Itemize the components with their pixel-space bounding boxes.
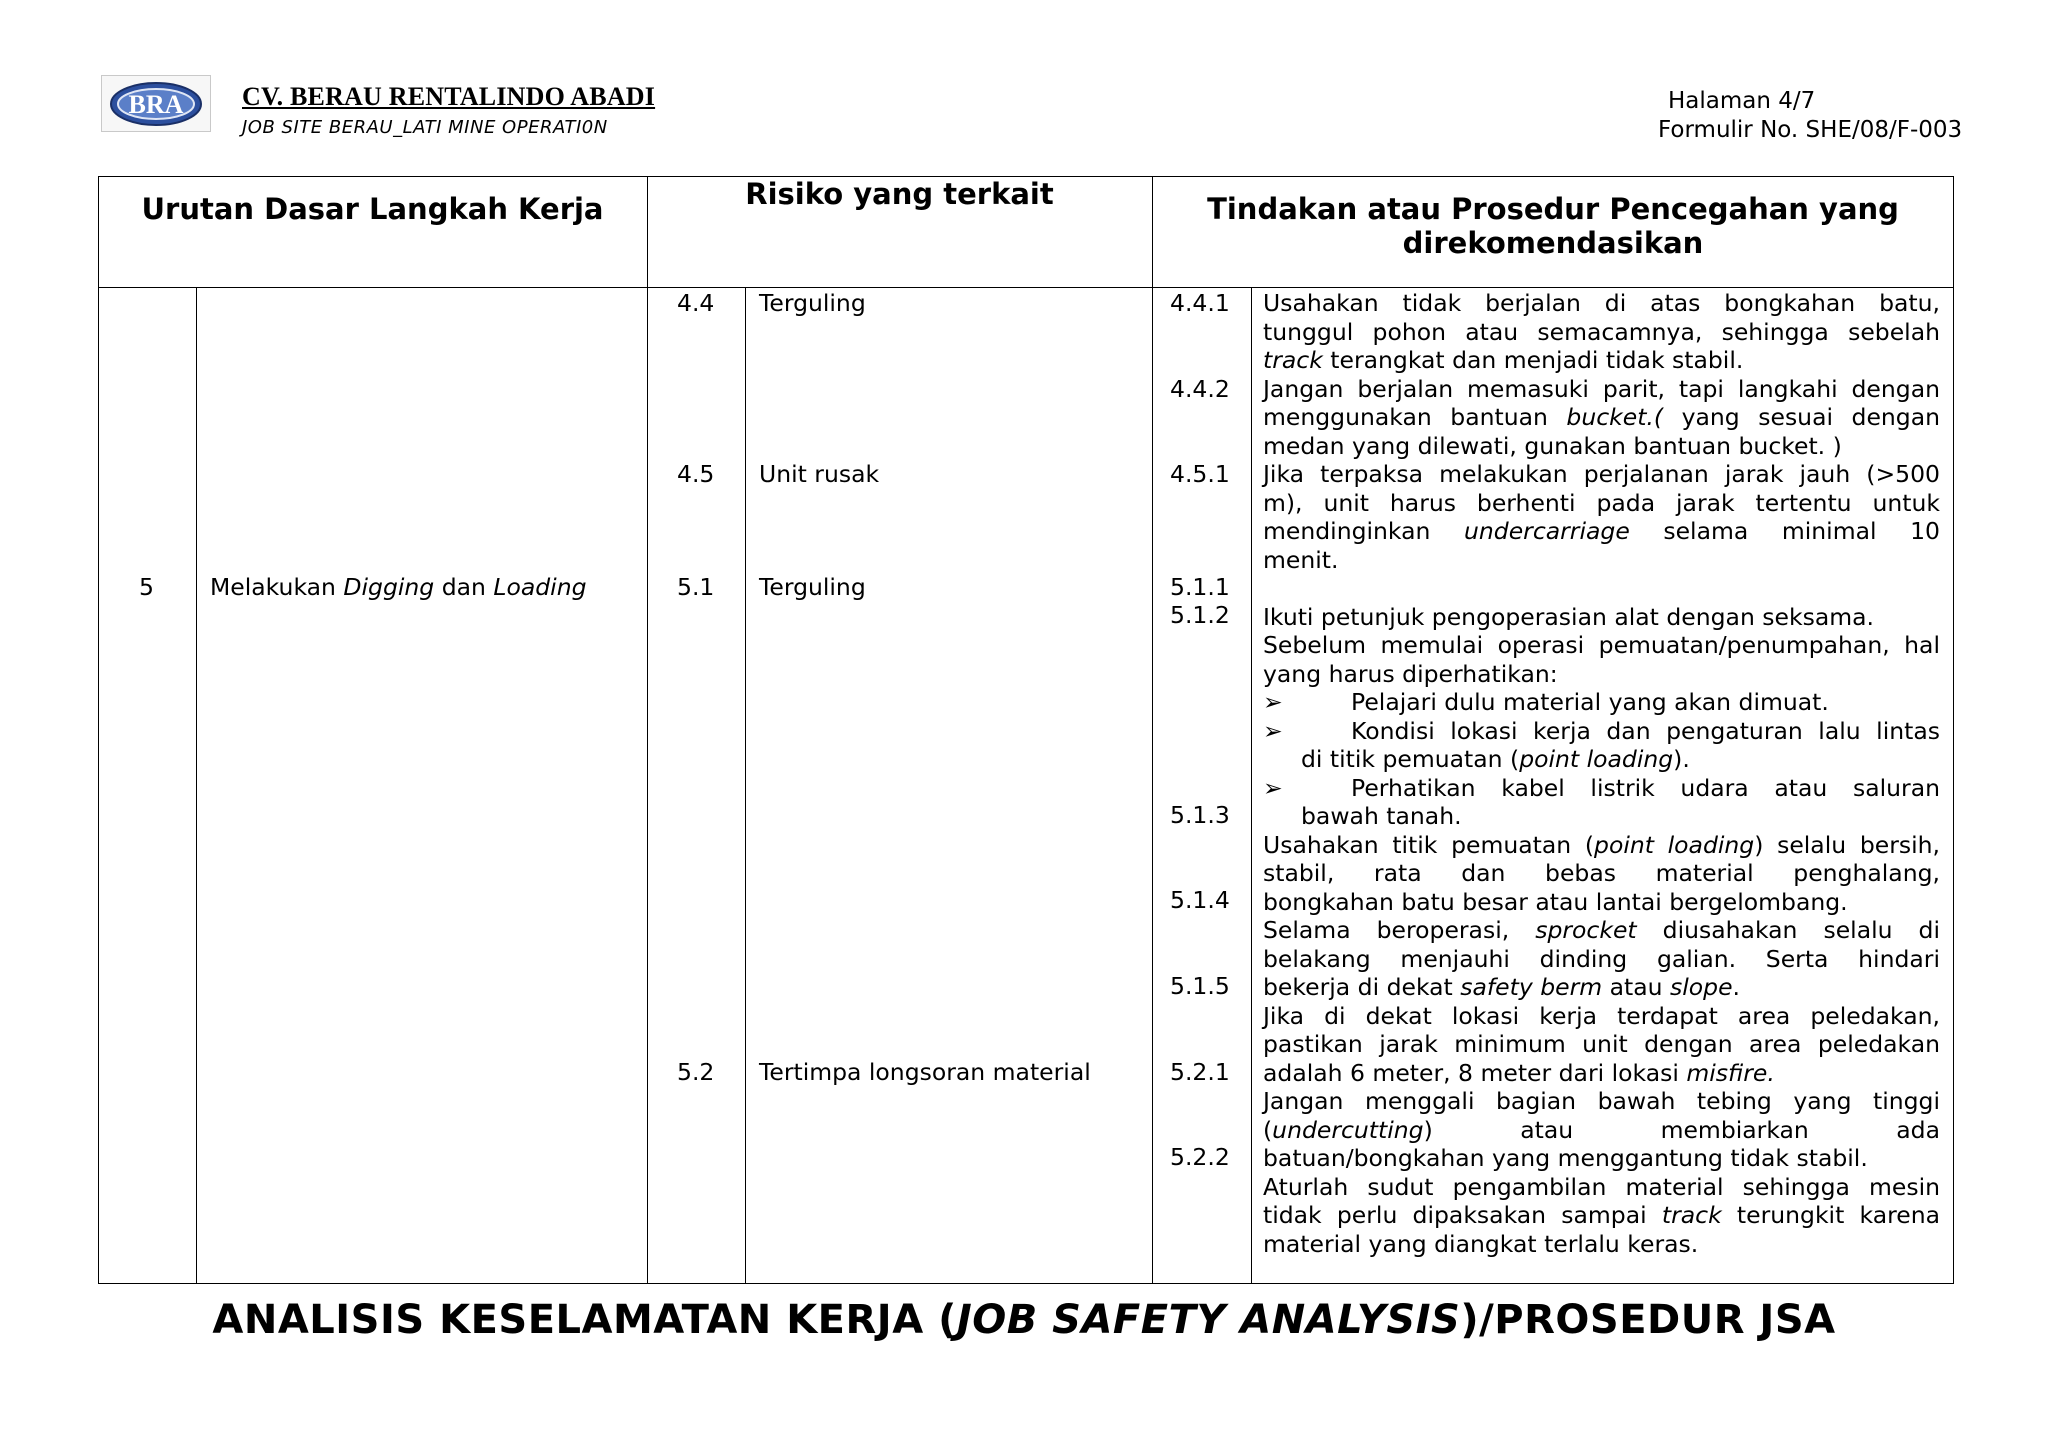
action-number: 5.1.1 bbox=[1170, 573, 1230, 601]
action-number: 5.1.2 bbox=[1170, 601, 1230, 629]
header-actions bbox=[1152, 192, 1954, 260]
action-number: 5.2.1 bbox=[1170, 1058, 1230, 1086]
bullet-item: ➢ Pelajari dulu material yang akan dimuat. bbox=[1263, 688, 1829, 716]
blank-line bbox=[1263, 574, 1940, 603]
document-title: ANALISIS KESELAMATAN KERJA (JOB SAFETY ANALYSIS)/PROSEDUR JSA bbox=[212, 1297, 1836, 1343]
risk-number: 5.1 bbox=[677, 573, 715, 601]
col-divider bbox=[1152, 176, 1153, 1284]
form-number: Formulir No. SHE/08/F-003 bbox=[1658, 117, 1963, 143]
action-line: medan yang dilewati, gunakan bantuan bucket. ) bbox=[1263, 431, 1842, 460]
col-divider bbox=[1251, 287, 1252, 1284]
header-risks: Risiko yang terkait bbox=[745, 177, 1054, 211]
action-line: Jangan berjalan memasuki parit, tapi langkahi dengan bbox=[1263, 374, 1940, 403]
arrow-bullet-icon: ➢ bbox=[1263, 716, 1283, 745]
logo-text: BRA bbox=[128, 89, 184, 119]
action-line: bongkahan batu besar atau lantai bergelombang. bbox=[1263, 887, 1848, 916]
action-number: 4.5.1 bbox=[1170, 460, 1230, 488]
step-description: Melakukan Digging dan Loading bbox=[210, 573, 587, 601]
col-divider bbox=[647, 176, 648, 1284]
action-number: 5.2.2 bbox=[1170, 1143, 1230, 1171]
company-name: CV. BERAU RENTALINDO ABADI bbox=[242, 82, 656, 111]
action-line: bekerja di dekat safety berm atau slope. bbox=[1263, 973, 1741, 1001]
action-line: (undercutting) atau membiarkan ada bbox=[1263, 1115, 1940, 1144]
action-number: 4.4.2 bbox=[1170, 375, 1230, 403]
action-number: 5.1.3 bbox=[1170, 801, 1230, 829]
action-line: mendinginkan undercarriage selama minimal 10 bbox=[1263, 517, 1940, 545]
action-line: tunggul pohon atau semacamnya, sehingga sebelah bbox=[1263, 317, 1940, 346]
action-line: Jika terpaksa melakukan perjalanan jarak jauh (>500 bbox=[1263, 460, 1940, 488]
bullet-item: ➢ Kondisi lokasi kerja dan pengaturan lalu lintas bbox=[1263, 716, 1940, 745]
action-line: Usahakan tidak berjalan di atas bongkahan batu, bbox=[1263, 289, 1940, 317]
action-line: menggunakan bantuan bucket.( yang sesuai dengan bbox=[1263, 403, 1941, 431]
action-line: track terangkat dan menjadi tidak stabil. bbox=[1263, 346, 1744, 374]
header-steps: Urutan Dasar Langkah Kerja bbox=[141, 192, 604, 226]
company-logo bbox=[101, 75, 211, 132]
bullet-item: ➢ Perhatikan kabel listrik udara atau saluran bbox=[1263, 773, 1940, 802]
action-line: adalah 6 meter, 8 meter dari lokasi misfire. bbox=[1263, 1058, 1775, 1087]
action-line: belakang menjauhi dinding galian. Serta hindari bbox=[1263, 944, 1940, 973]
actions-text bbox=[1263, 289, 1940, 1258]
action-line: Jangan menggali bagian bawah tebing yang tinggi bbox=[1263, 1087, 1940, 1115]
action-line: tidak perlu dipaksakan sampai track terungkit karena bbox=[1263, 1201, 1940, 1229]
bullet-continuation: bawah tanah. bbox=[1301, 802, 1462, 830]
action-line: menit. bbox=[1263, 545, 1339, 574]
action-line: pastikan jarak minimum unit dengan area peledakan bbox=[1263, 1030, 1940, 1058]
arrow-bullet-icon: ➢ bbox=[1263, 773, 1283, 802]
arrow-bullet-icon: ➢ bbox=[1263, 688, 1283, 716]
action-number: 5.1.4 bbox=[1170, 886, 1230, 914]
page-number: Halaman 4/7 bbox=[1668, 88, 1816, 114]
action-number: 5.1.5 bbox=[1170, 972, 1230, 1000]
action-line: stabil, rata dan bebas material penghalang, bbox=[1263, 859, 1940, 887]
logo-emblem bbox=[108, 80, 204, 128]
action-line: Usahakan titik pemuatan (point loading) selalu bersih, bbox=[1263, 830, 1940, 859]
header-actions-line1: Tindakan atau Prosedur Pencegahan yang bbox=[1207, 192, 1899, 226]
action-line: Sebelum memulai operasi pemuatan/penumpahan, hal bbox=[1263, 631, 1940, 659]
action-line: Ikuti petunjuk pengoperasian alat dengan seksama. bbox=[1263, 602, 1875, 631]
action-line: m), unit harus berhenti pada jarak tertentu untuk bbox=[1263, 488, 1940, 517]
risk-text: Unit rusak bbox=[759, 460, 880, 488]
col-divider bbox=[196, 287, 197, 1284]
action-line: yang harus diperhatikan: bbox=[1263, 659, 1558, 688]
step-number: 5 bbox=[139, 573, 154, 601]
risk-number: 5.2 bbox=[677, 1058, 715, 1086]
bullet-continuation: di titik pemuatan (point loading). bbox=[1301, 745, 1690, 773]
risk-text: Terguling bbox=[759, 573, 866, 601]
action-line: Selama beroperasi, sprocket diusahakan selalu di bbox=[1263, 916, 1940, 944]
job-site: JOB SITE BERAU_LATI MINE OPERATI0N bbox=[242, 117, 608, 138]
action-line: Aturlah sudut pengambilan material sehingga mesin bbox=[1263, 1172, 1940, 1201]
action-line: material yang diangkat terlalu keras. bbox=[1263, 1229, 1699, 1258]
action-line: Jika di dekat lokasi kerja terdapat area peledakan, bbox=[1263, 1001, 1940, 1030]
risk-text: Tertimpa longsoran material bbox=[759, 1058, 1091, 1086]
risk-number: 4.4 bbox=[677, 289, 715, 317]
action-line: batuan/bongkahan yang menggantung tidak stabil. bbox=[1263, 1144, 1868, 1172]
header-divider bbox=[98, 287, 1954, 288]
action-number: 4.4.1 bbox=[1170, 289, 1230, 317]
risk-number: 4.5 bbox=[677, 460, 715, 488]
col-divider bbox=[745, 287, 746, 1284]
header-actions-line2: direkomendasikan bbox=[1402, 226, 1704, 260]
risk-text: Terguling bbox=[759, 289, 866, 317]
